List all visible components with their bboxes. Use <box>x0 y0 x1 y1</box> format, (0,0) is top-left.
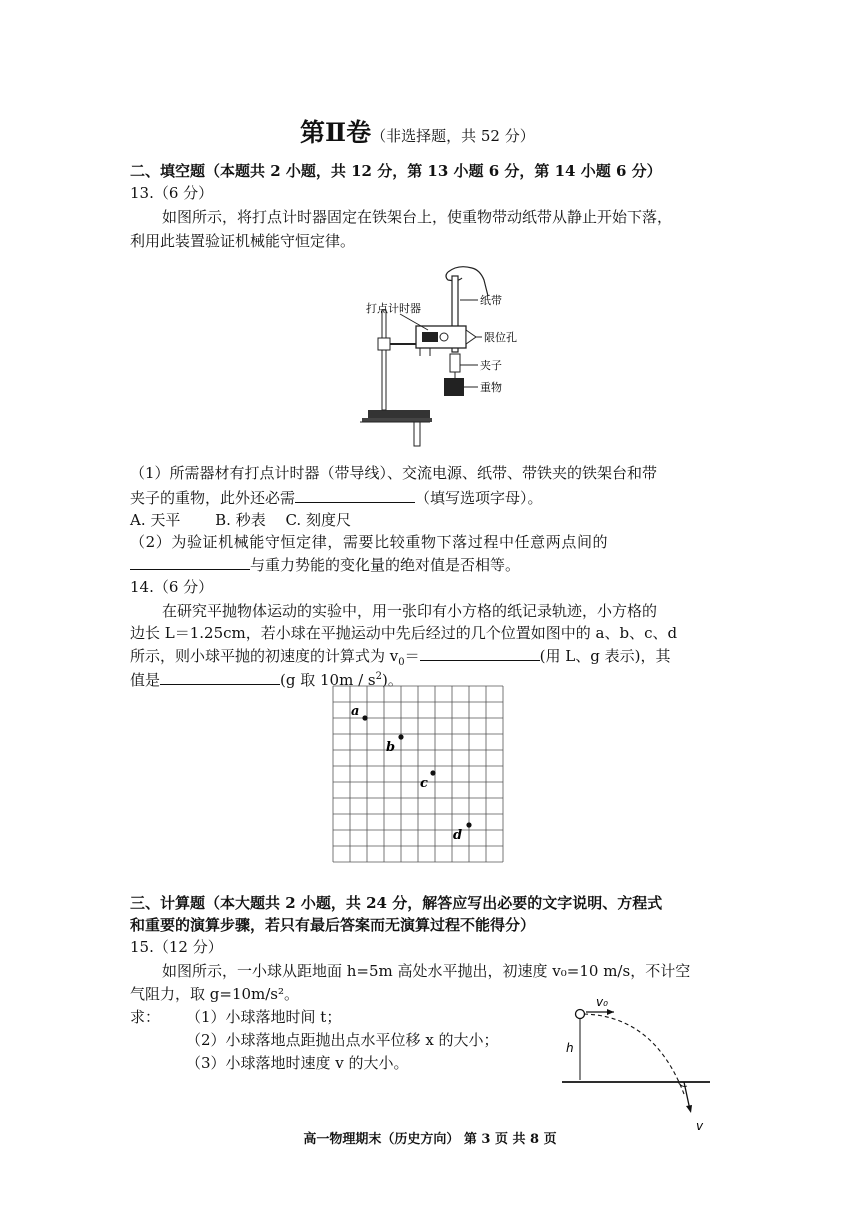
q14-text-3c: (用 L、g 表示)，其 <box>539 647 671 665</box>
section-title-sub: （非选择题，共 52 分） <box>371 127 535 145</box>
point-b <box>398 734 403 739</box>
q14-text-1: 在研究平抛物体运动的实验中，用一张印有小方格的纸记录轨迹，小方格的 <box>162 602 658 620</box>
q15-item-2: （2）小球落地点距抛出点水平位移 x 的大小； <box>186 1031 499 1049</box>
q13-options: A. 天平 B. 秒表 C. 刻度尺 <box>130 511 351 529</box>
label-v: v <box>696 1119 704 1133</box>
q13-sub1-line2 <box>130 486 543 509</box>
page-footer: 高一物理期末（历史方向） 第 3 页 共 8 页 <box>303 1132 557 1147</box>
q13-number: 13.（6 分） <box>130 184 214 202</box>
q13-sub2-line1: （2）为验证机械能守恒定律，需要比较重物下落过程中任意两点间的 <box>130 533 609 551</box>
q15-text-1: 如图所示，一小球从距地面 h=5m 高处水平抛出，初速度 v₀=10 m/s，不计空 <box>162 962 691 980</box>
label-b: b <box>386 740 396 755</box>
q15-number: 15.（12 分） <box>130 938 223 956</box>
label-weight: 重物 <box>480 381 502 394</box>
label-h: h <box>566 1041 574 1055</box>
point-a <box>362 715 367 720</box>
q13-text-2: 利用此装置验证机械能守恒定律。 <box>130 232 356 250</box>
section-title-main: 第Ⅱ卷 <box>300 118 372 147</box>
section3-header-1: 三、计算题（本大题共 2 小题，共 24 分，解答应写出必要的文字说明、方程式 <box>130 894 663 912</box>
answer-blank-2[interactable] <box>130 553 250 570</box>
q14-text-4a: 值是 <box>130 671 161 689</box>
q14-number: 14.（6 分） <box>130 578 214 596</box>
q13-sub2-line2 <box>130 553 520 576</box>
label-d: d <box>453 828 463 843</box>
q14-sup: 2 <box>375 671 382 682</box>
ball-icon <box>576 1010 585 1019</box>
section3-header-2: 和重要的演算步骤，若只有最后答案而无演算过程不能得分） <box>130 916 536 934</box>
q13-sub2-text: 与重力势能的变化量的绝对值是否相等。 <box>250 556 521 574</box>
label-v0: v₀ <box>596 995 608 1009</box>
label-tape: 纸带 <box>480 294 502 307</box>
q15-item-1: （1）小球落地时间 t； <box>186 1008 342 1026</box>
q13-sub1-text: 夹子的重物，此外还必需 <box>130 489 296 507</box>
q15-text-2: 气阻力，取 g=10m/s²。 <box>130 985 300 1003</box>
section-title <box>300 113 535 149</box>
point-c <box>430 770 435 775</box>
answer-blank-4[interactable] <box>160 668 280 685</box>
q14-text-3a: 所示，则小球平抛的初速度的计算式为 v <box>130 647 399 665</box>
q13-sub1-hint: （填写选项字母）。 <box>415 489 543 507</box>
trajectory-grid-figure <box>332 685 504 863</box>
point-d <box>466 822 471 827</box>
label-c: c <box>420 776 428 791</box>
q13-text-1: 如图所示，将打点计时器固定在铁架台上，使重物带动纸带从静止开始下落， <box>162 208 673 226</box>
projectile-figure-main <box>560 990 720 1136</box>
answer-blank-3[interactable] <box>420 644 540 661</box>
label-timer: 打点计时器 <box>366 302 421 315</box>
label-clip: 夹子 <box>480 359 502 372</box>
apparatus-figure <box>360 262 540 450</box>
section2-header: 二、填空题（本题共 2 小题，共 12 分，第 13 小题 6 分，第 14 小题 6 分） <box>130 162 662 180</box>
q14-text-4c: )。 <box>381 671 403 689</box>
q14-text-4b: (g 取 10m / s <box>280 671 376 689</box>
label-a: a <box>351 704 360 719</box>
label-hole: 限位孔 <box>484 331 517 344</box>
q15-ask: 求： <box>130 1008 161 1026</box>
q14-v0-sub: 0 <box>398 657 405 668</box>
q15-item-3: （3）小球落地时速度 v 的大小。 <box>186 1054 409 1072</box>
answer-blank-1[interactable] <box>295 486 415 503</box>
q14-text-3b: ＝ <box>404 647 420 665</box>
q13-sub1-line1: （1）所需器材有打点计时器（带导线）、交流电源、纸带、带铁夹的铁架台和带 <box>130 464 658 482</box>
q14-text-2: 边长 L＝1.25cm，若小球在平抛运动中先后经过的几个位置如图中的 a、b、c、d <box>130 624 678 642</box>
